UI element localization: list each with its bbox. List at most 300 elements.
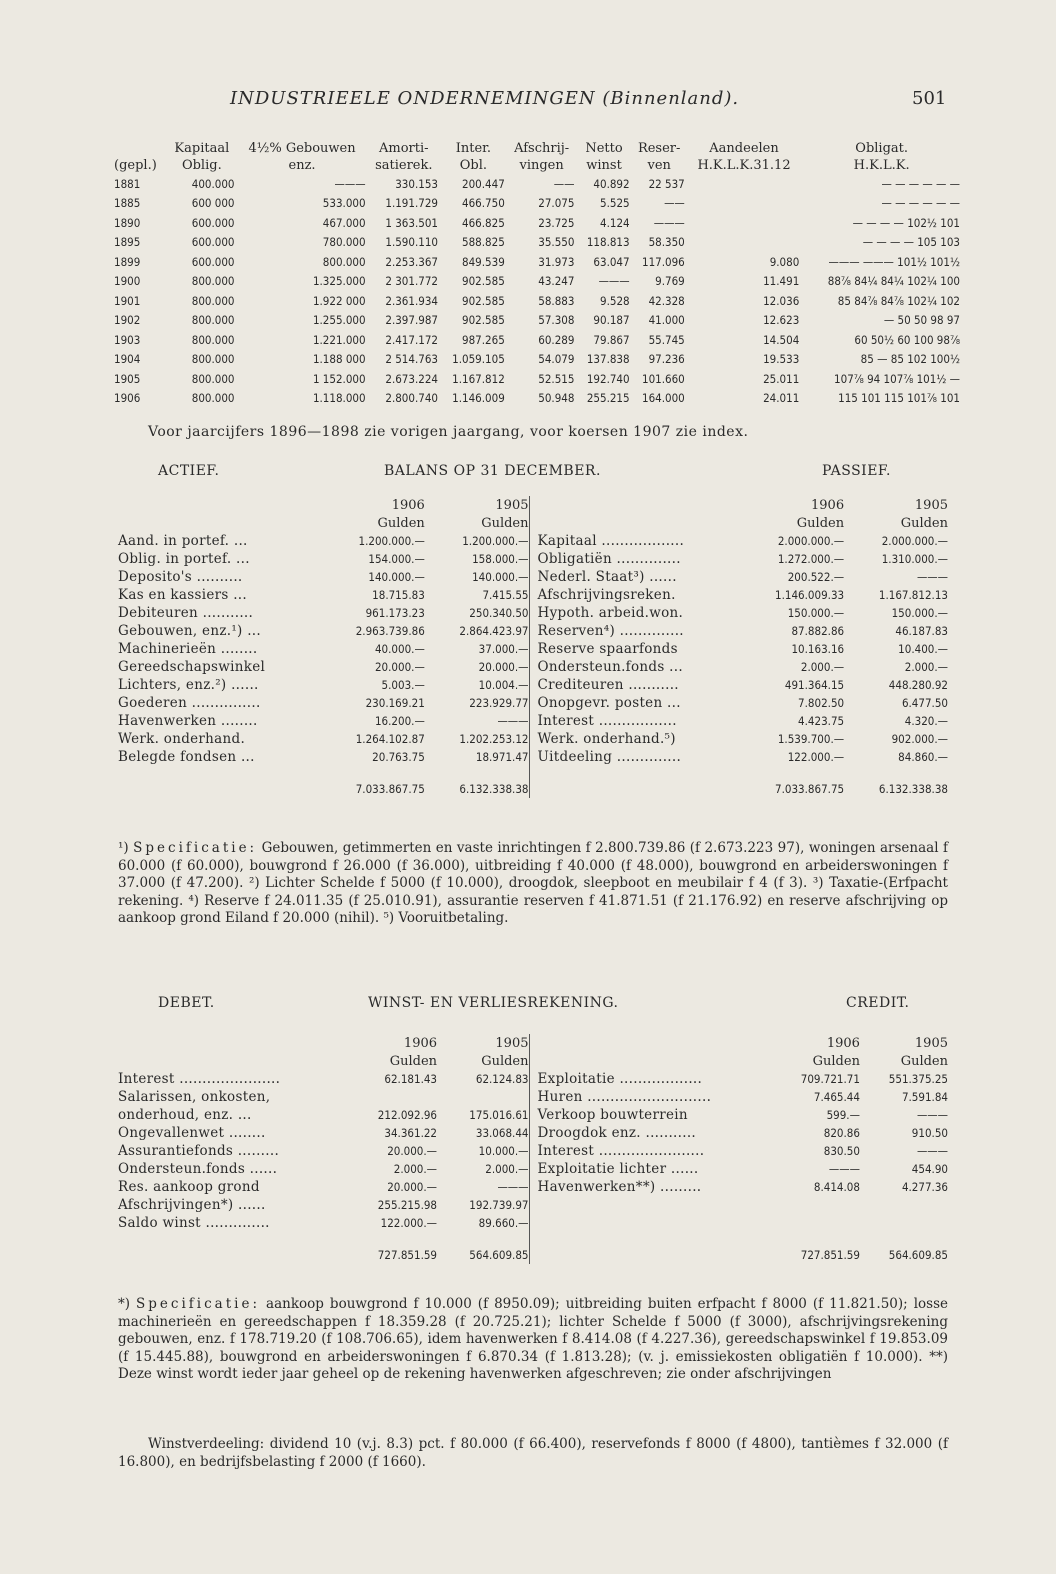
- ledger-label: Oblig. in portef. ...: [118, 551, 250, 567]
- ledger-row: [538, 1142, 949, 1160]
- ledger-row: [118, 1178, 529, 1196]
- value-1906: 491.364.15: [784, 678, 845, 692]
- ledger-row: [118, 694, 529, 712]
- table-cell: 466.825: [462, 215, 505, 230]
- table-cell: 1.118.000: [312, 391, 366, 406]
- balans-footnote: [118, 840, 948, 928]
- value-1906: 18.715.83: [372, 588, 425, 602]
- table-cell: [687, 194, 802, 214]
- value-1905: 902.000.—: [891, 732, 948, 746]
- table-cell: 849.539: [462, 254, 505, 269]
- table-cell: 107⅞ 94 107⅞ 101½ —: [834, 371, 960, 386]
- ledger-row: [538, 658, 949, 676]
- table-row: [112, 233, 962, 253]
- actief-side: [118, 496, 529, 798]
- table-cell: 55.745: [648, 332, 685, 347]
- history-header-row: [112, 157, 962, 174]
- value-1906: 2.963.739.86: [355, 624, 425, 638]
- column-year-row: [538, 1034, 949, 1052]
- blank-cell: [538, 1214, 949, 1232]
- table-cell: 27.075: [538, 196, 575, 211]
- table-cell: 42.328: [648, 293, 685, 308]
- table-cell: 60.289: [538, 332, 575, 347]
- ledger-label: Uitdeeling ..............: [537, 749, 682, 765]
- header-cell: H.K.L.K.31.12: [697, 158, 791, 173]
- table-cell: 9.080: [769, 254, 800, 269]
- value-1906: 200.522.—: [787, 570, 845, 584]
- table-cell: 11.491: [763, 274, 800, 289]
- column-unit-row: [538, 514, 949, 532]
- ledger-row: [118, 1124, 529, 1142]
- debet-heading: DEBET.: [158, 995, 215, 1011]
- value-1905: 1.202.253.12: [459, 732, 529, 746]
- table-cell: 1.059.105: [452, 352, 505, 367]
- ledger-row: [118, 568, 529, 586]
- total-row: [538, 1232, 949, 1264]
- ledger-row: [538, 748, 949, 766]
- ledger-label: Interest .......................: [537, 1143, 705, 1159]
- table-cell: 1 152.000: [312, 371, 366, 386]
- table-cell: 97.236: [648, 352, 685, 367]
- total-1906: 7.033.867.75: [775, 782, 845, 796]
- table-cell: 1905: [114, 371, 141, 386]
- table-cell: 466.750: [462, 196, 505, 211]
- table-row: [112, 194, 962, 214]
- value-1905: 6.477.50: [901, 696, 948, 710]
- table-cell: 101.660: [641, 371, 685, 386]
- value-1906: 599.—: [826, 1108, 860, 1122]
- table-cell: 54.079: [538, 352, 575, 367]
- ledger-row: [538, 1070, 949, 1088]
- column-year-row: [538, 496, 949, 514]
- ledger-label: Onopgevr. posten ...: [537, 695, 681, 711]
- value-1905: 2.864.423.97: [459, 624, 529, 638]
- value-1906: 1.200.000.—: [358, 534, 425, 548]
- column-unit-row: [118, 514, 529, 532]
- ledger-label: Droogdok enz. ...........: [537, 1125, 696, 1141]
- table-cell: 79.867: [593, 332, 630, 347]
- year-1906: 1906: [391, 497, 425, 513]
- ledger-label: Obligatiën ..............: [537, 551, 681, 567]
- table-cell: — — — — — —: [881, 196, 960, 211]
- value-1905: 20.000.—: [478, 660, 529, 674]
- ledger-row: [538, 550, 949, 568]
- table-cell: 533.000: [322, 196, 366, 211]
- table-cell: 1895: [114, 235, 141, 250]
- value-1905: 4.320.—: [904, 714, 948, 728]
- year-1905: 1905: [914, 497, 948, 513]
- ledger-label: Res. aankoop grond: [118, 1179, 260, 1195]
- header-cell: [112, 140, 167, 157]
- table-cell: 9.528: [600, 293, 630, 308]
- ledger-label: Crediteuren ...........: [537, 677, 679, 693]
- value-1906: 62.181.43: [384, 1072, 438, 1086]
- table-cell: 1903: [114, 332, 141, 347]
- label-cell: [118, 766, 321, 798]
- ledger-label: Ondersteun.fonds ......: [118, 1161, 278, 1177]
- table-cell: 85 — 85 102 100½: [860, 352, 960, 367]
- ledger-row: [538, 1160, 949, 1178]
- value-1905: 2.000.—: [485, 1162, 529, 1176]
- table-cell: 1906: [114, 391, 141, 406]
- table-cell: 588.825: [462, 235, 505, 250]
- table-cell: 192.740: [586, 371, 630, 386]
- label-cell: [118, 1232, 346, 1264]
- value-1905: ———: [497, 714, 529, 728]
- ledger-row: [118, 730, 529, 748]
- profit-loss-account: [118, 1034, 948, 1264]
- value-1906: 4.423.75: [798, 714, 845, 728]
- table-cell: 330.153: [395, 176, 438, 191]
- unit-1906: Gulden: [377, 515, 425, 531]
- total-1905: 6.132.338.38: [878, 782, 948, 796]
- ledger-label: Machinerieën ........: [118, 641, 258, 657]
- unit-1905: Gulden: [481, 1053, 529, 1069]
- value-1905: 84.860.—: [898, 750, 948, 764]
- table-cell: 52.515: [538, 371, 575, 386]
- table-cell: — — — — 105 103: [862, 235, 960, 250]
- table-row: [112, 174, 962, 194]
- blank-row: [538, 1214, 949, 1232]
- ledger-label: Reserve spaarfonds: [537, 641, 678, 657]
- ledger-label: Interest .................: [537, 713, 677, 729]
- label-cell: [538, 1034, 772, 1052]
- total-1905: 564.609.85: [888, 1248, 948, 1262]
- table-cell: 800.000: [191, 274, 235, 289]
- table-cell: 1.590.110: [385, 235, 438, 250]
- table-cell: 90.187: [593, 313, 630, 328]
- value-1906: 961.173.23: [365, 606, 425, 620]
- ledger-row: [118, 532, 529, 550]
- table-cell: 12.623: [763, 313, 800, 328]
- table-cell: 14.504: [763, 332, 800, 347]
- table-cell: 58.350: [648, 235, 685, 250]
- actief-heading: ACTIEF.: [158, 463, 220, 479]
- table-cell: 800.000: [191, 352, 235, 367]
- debet-side: [118, 1034, 529, 1264]
- header-cell: Kapitaal: [174, 141, 230, 156]
- balance-sheet: [118, 496, 948, 798]
- label-cell: [538, 1232, 772, 1264]
- ledger-label: onderhoud, enz. ...: [118, 1107, 252, 1123]
- ledger-row: [118, 748, 529, 766]
- header-cell: (gepl.): [114, 158, 157, 173]
- ledger-label: Aand. in portef. ...: [118, 533, 248, 549]
- table-cell: 2.673.224: [385, 371, 438, 386]
- table-cell: 60 50½ 60 100 98⅞: [854, 332, 960, 347]
- table-cell: 1881: [114, 176, 141, 191]
- wv-footnote-lead: *): [118, 1296, 137, 1312]
- table-row: [112, 213, 962, 233]
- value-1905: 4.277.36: [901, 1180, 948, 1194]
- table-cell: 1.146.009: [452, 391, 505, 406]
- table-cell: 9.769: [655, 274, 685, 289]
- table-cell: 600.000: [191, 215, 235, 230]
- value-1906: 5.003.—: [381, 678, 425, 692]
- value-1905: 2.000.000.—: [881, 534, 948, 548]
- ledger-row: [538, 1106, 949, 1124]
- year-1905: 1905: [495, 497, 529, 513]
- credit-heading: CREDIT.: [846, 995, 910, 1011]
- value-1905: 33.068.44: [475, 1126, 529, 1140]
- ledger-row: [538, 604, 949, 622]
- table-row: [112, 311, 962, 331]
- total-row: [118, 1232, 529, 1264]
- table-cell: 5.525: [600, 196, 630, 211]
- ledger-row: [538, 1178, 949, 1196]
- column-year-row: [118, 496, 529, 514]
- ledger-row: [118, 586, 529, 604]
- ledger-row: [538, 712, 949, 730]
- table-cell: 800.000: [322, 254, 366, 269]
- label-cell: [538, 496, 741, 514]
- table-cell: 2.361.934: [385, 293, 438, 308]
- table-cell: 25.011: [763, 371, 800, 386]
- header-cell: enz.: [288, 158, 316, 173]
- unit-1905: Gulden: [900, 1053, 948, 1069]
- header-cell: Obl.: [459, 158, 488, 173]
- value-1906: 2.000.—: [800, 660, 845, 674]
- ledger-label: Assurantiefonds .........: [118, 1143, 280, 1159]
- ledger-label: Exploitatie lichter ......: [537, 1161, 699, 1177]
- header-cell: Reser-: [637, 141, 681, 156]
- table-cell: 50.948: [538, 391, 575, 406]
- table-cell: 467.000: [322, 215, 366, 230]
- table-cell: 200.447: [462, 176, 505, 191]
- ledger-row: [538, 1124, 949, 1142]
- table-cell: 1890: [114, 215, 141, 230]
- table-cell: 12.036: [763, 293, 800, 308]
- header-cell: Aandeelen: [709, 141, 779, 156]
- value-1905: 10.400.—: [898, 642, 948, 656]
- table-cell: ——: [664, 196, 685, 211]
- label-cell: [118, 496, 321, 514]
- table-cell: — 50 50 98 97: [883, 313, 960, 328]
- value-1905: 448.280.92: [888, 678, 948, 692]
- value-1906: 16.200.—: [374, 714, 425, 728]
- value-1905: 89.660.—: [478, 1216, 529, 1230]
- table-row: [112, 369, 962, 389]
- table-cell: 780.000: [322, 235, 366, 250]
- label-cell: [118, 514, 321, 532]
- balans-title: BALANS OP 31 DECEMBER.: [384, 463, 601, 479]
- total-row: [538, 766, 949, 798]
- table-cell: 902.585: [462, 313, 505, 328]
- page-number: 501: [912, 88, 947, 109]
- table-cell: 88⅞ 84¼ 84¼ 102¼ 100: [827, 274, 960, 289]
- year-1905: 1905: [914, 1035, 948, 1051]
- ledger-label: Kas en kassiers ...: [118, 587, 247, 603]
- value-1905: 62.124.83: [475, 1072, 529, 1086]
- label-cell: [538, 766, 741, 798]
- ledger-row: [118, 1070, 529, 1088]
- ledger-row: [118, 1142, 529, 1160]
- value-1905: 1.310.000.—: [881, 552, 948, 566]
- value-1905: 551.375.25: [888, 1072, 948, 1086]
- ledger-label: Goederen ...............: [118, 695, 261, 711]
- ledger-row: [538, 730, 949, 748]
- header-cell: Obligat.: [855, 141, 909, 156]
- table-row: [112, 291, 962, 311]
- value-1905: 10.004.—: [478, 678, 529, 692]
- value-1906: 122.000.—: [787, 750, 845, 764]
- ledger-row: [538, 676, 949, 694]
- header-cell: Afschrij-: [514, 141, 570, 156]
- value-1906: 87.882.86: [791, 624, 845, 638]
- table-cell: 115 101 115 101⅞ 101: [838, 391, 960, 406]
- header-cell: winst: [586, 158, 622, 173]
- unit-1905: Gulden: [481, 515, 529, 531]
- header-cell: Netto: [585, 141, 623, 156]
- ledger-row: [538, 640, 949, 658]
- value-1906: 2.000.000.—: [777, 534, 845, 548]
- value-1906: 122.000.—: [380, 1216, 438, 1230]
- value-1906: 7.465.44: [813, 1090, 860, 1104]
- table-cell: 255.215: [586, 391, 630, 406]
- table-cell: 1.255.000: [312, 313, 366, 328]
- value-1905: 158.000.—: [472, 552, 529, 566]
- value-1906: 20.000.—: [387, 1144, 438, 1158]
- value-1906: 2.000.—: [393, 1162, 438, 1176]
- value-1905: 1.167.812.13: [878, 588, 948, 602]
- ledger-label: Lichters, enz.²) ......: [118, 677, 259, 693]
- header-cell: satierek.: [375, 158, 433, 173]
- ledger-label: Nederl. Staat³) ......: [537, 569, 677, 585]
- table-row: [112, 272, 962, 292]
- year-1905: 1905: [495, 1035, 529, 1051]
- table-cell: 1.188 000: [312, 352, 366, 367]
- value-1905: 1.200.000.—: [462, 534, 529, 548]
- value-1906: ———: [828, 1162, 860, 1176]
- ledger-label: Hypoth. arbeid.won.: [537, 605, 684, 621]
- ledger-label: Saldo winst ..............: [118, 1215, 270, 1231]
- total-1906: 727.851.59: [377, 1248, 438, 1262]
- label-cell: [538, 514, 741, 532]
- ledger-row: [118, 676, 529, 694]
- ledger-row: [118, 604, 529, 622]
- table-cell: 1904: [114, 352, 141, 367]
- table-cell: — — — — — —: [881, 176, 960, 191]
- year-1906: 1906: [826, 1035, 860, 1051]
- ledger-label: Salarissen, onkosten,: [118, 1089, 271, 1105]
- value-1906: 1.539.700.—: [777, 732, 845, 746]
- blank-cell: [538, 1196, 949, 1214]
- value-1906: 1.272.000.—: [777, 552, 845, 566]
- table-cell: [687, 233, 802, 253]
- wv-footnote-word: Specificatie:: [136, 1296, 261, 1312]
- value-1906: 1.146.009.33: [775, 588, 845, 602]
- unit-1906: Gulden: [389, 1053, 438, 1069]
- unit-1905: Gulden: [900, 515, 948, 531]
- total-1906: 7.033.867.75: [355, 782, 425, 796]
- ledger-label: Ongevallenwet ........: [118, 1125, 266, 1141]
- passief-heading: PASSIEF.: [822, 463, 891, 479]
- table-cell: 800.000: [191, 332, 235, 347]
- table-cell: 1902: [114, 313, 141, 328]
- ledger-row: [118, 1106, 529, 1124]
- label-cell: [118, 1052, 346, 1070]
- table-cell: — — — — 102½ 101: [852, 215, 960, 230]
- profit-distribution: Winstverdeeling: dividend 10 (v.j. 8.3) pct. f 80.000 (f 66.400), reservefonds f 8000 (f 4800), tantièmes f 32.000 (f 16.800), en bedrijfsbelasting f 2000 (f 1660).: [118, 1436, 948, 1470]
- table-cell: 902.585: [462, 274, 505, 289]
- table-cell: 1901: [114, 293, 141, 308]
- table-cell: 164.000: [641, 391, 685, 406]
- balans-footnote-word: Specificatie:: [133, 840, 258, 856]
- ledger-row: [118, 622, 529, 640]
- passief-side: [529, 496, 949, 798]
- ledger-label: Gereedschapswinkel: [118, 659, 266, 675]
- value-1906: 140.000.—: [368, 570, 425, 584]
- total-1906: 727.851.59: [800, 1248, 860, 1262]
- table-cell: 600.000: [191, 235, 235, 250]
- value-1905: 192.739.97: [469, 1198, 529, 1212]
- ledger-label: Debiteuren ...........: [118, 605, 254, 621]
- blank-row: [538, 1196, 949, 1214]
- table-cell: 24.011: [763, 391, 800, 406]
- table-row: [112, 252, 962, 272]
- ledger-row: [118, 1160, 529, 1178]
- table-cell: 1.167.812: [452, 371, 505, 386]
- credit-side: [529, 1034, 949, 1264]
- table-cell: 118.813: [586, 235, 630, 250]
- total-row: [118, 766, 529, 798]
- value-1905: 223.929.77: [469, 696, 529, 710]
- history-note: Voor jaarcijfers 1896—1898 zie vorigen jaargang, voor koersen 1907 zie index.: [148, 424, 749, 440]
- ledger-label: Werk. onderhand.⁵): [537, 731, 676, 747]
- wv-title: WINST- EN VERLIESREKENING.: [368, 995, 619, 1011]
- value-1906: 255.215.98: [377, 1198, 438, 1212]
- header-cell: 4½% Gebouwen: [248, 141, 356, 156]
- table-cell: 800.000: [191, 313, 235, 328]
- history-table: [112, 140, 962, 408]
- ledger-label: Reserven⁴) ..............: [537, 623, 684, 639]
- table-cell: 58.883: [538, 293, 575, 308]
- value-1905: 150.000.—: [891, 606, 948, 620]
- table-row: [112, 330, 962, 350]
- value-1905: ———: [916, 1144, 948, 1158]
- table-cell: 2.253.367: [385, 254, 438, 269]
- value-1905: 7.591.84: [901, 1090, 948, 1104]
- table-cell: ———: [598, 274, 630, 289]
- label-cell: [118, 1034, 346, 1052]
- table-cell: ———: [334, 176, 366, 191]
- ledger-label: Belegde fondsen ...: [118, 749, 255, 765]
- table-cell: 800.000: [191, 293, 235, 308]
- value-1906: 709.721.71: [800, 1072, 860, 1086]
- value-1906: 7.802.50: [798, 696, 845, 710]
- ledger-row: [118, 1214, 529, 1232]
- header-cell: Oblig.: [181, 158, 222, 173]
- table-row: [112, 350, 962, 370]
- ledger-row: [538, 1088, 949, 1106]
- ledger-label: Afschrijvingsreken.: [537, 587, 676, 603]
- table-cell: ——: [553, 176, 575, 191]
- value-1905: ———: [916, 1108, 948, 1122]
- value-1906: 154.000.—: [368, 552, 425, 566]
- ledger-label: Deposito's ..........: [118, 569, 243, 585]
- ledger-row: [118, 1088, 529, 1106]
- table-cell: ——— ——— 101½ 101½: [828, 254, 960, 269]
- table-cell: 600.000: [191, 254, 235, 269]
- value-1906: 20.763.75: [372, 750, 425, 764]
- unit-1906: Gulden: [812, 1053, 860, 1069]
- value-1906: 830.50: [823, 1144, 860, 1158]
- value-1906: 150.000.—: [787, 606, 845, 620]
- value-1905: 18.971.47: [475, 750, 529, 764]
- value-1905: 910.50: [911, 1126, 948, 1140]
- table-cell: 43.247: [538, 274, 575, 289]
- table-cell: 1.922 000: [312, 293, 366, 308]
